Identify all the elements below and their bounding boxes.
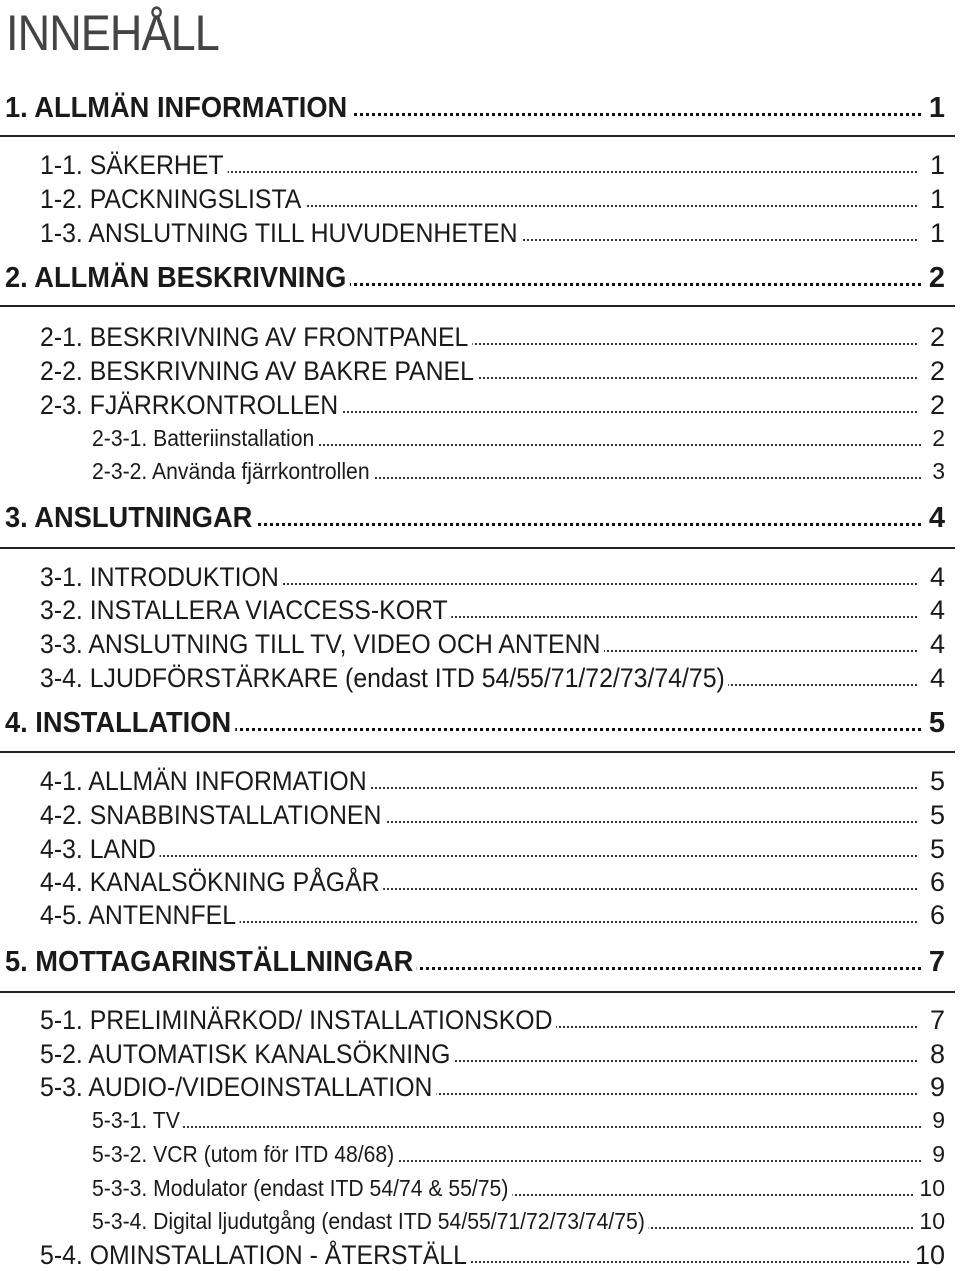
toc-page-number: 6 xyxy=(926,899,945,931)
toc-section[interactable] xyxy=(0,389,960,421)
toc-page-number: 7 xyxy=(925,946,945,978)
toc-section[interactable] xyxy=(0,799,960,831)
toc-chapter[interactable] xyxy=(0,92,960,124)
toc-section[interactable] xyxy=(0,355,960,387)
toc-section[interactable] xyxy=(0,899,960,931)
toc-entry-label: 5-3-2. VCR (utom för ITD 48/68) xyxy=(92,1138,398,1170)
toc-chapter[interactable] xyxy=(0,707,960,739)
toc-entry-label: 4-1. ALLMÄN INFORMATION xyxy=(40,765,370,797)
toc-page-number: 5 xyxy=(926,833,945,865)
toc-section[interactable] xyxy=(0,662,960,694)
toc-entry-label: 5-2. AUTOMATISK KANALSÖKNING xyxy=(40,1038,454,1070)
chapter-divider xyxy=(0,547,955,549)
toc-subsection[interactable] xyxy=(0,1205,960,1237)
toc-entry-label: 5-3. AUDIO-/VIDEOINSTALLATION xyxy=(40,1071,436,1103)
toc-page-number: 2 xyxy=(926,355,945,387)
toc-entry-label: 3-3. ANSLUTNING TILL TV, VIDEO OCH ANTENN xyxy=(40,628,604,660)
toc-leader-dots xyxy=(92,1126,921,1128)
toc-entry-label: 1. ALLMÄN INFORMATION xyxy=(5,92,351,124)
toc-page-number: 9 xyxy=(928,1104,945,1136)
toc-page-number: 10 xyxy=(915,1205,945,1237)
toc-entry-label: 1-3. ANSLUTNING TILL HUVUDENHETEN xyxy=(40,217,521,249)
toc-page-number: 9 xyxy=(926,1071,945,1103)
toc-page-number: 10 xyxy=(911,1239,945,1271)
toc-section[interactable] xyxy=(0,1239,960,1271)
toc-section[interactable] xyxy=(0,594,960,626)
toc-entry-label: 4-5. ANTENNFEL xyxy=(40,899,240,931)
toc-page-number: 6 xyxy=(926,866,945,898)
toc-section[interactable] xyxy=(0,765,960,797)
toc-section[interactable] xyxy=(0,833,960,865)
toc-page-number: 9 xyxy=(928,1138,945,1170)
toc-page-number: 4 xyxy=(925,502,945,534)
toc-page-number: 1 xyxy=(926,149,945,181)
toc-section[interactable] xyxy=(0,1038,960,1070)
toc-subsection[interactable] xyxy=(0,422,960,454)
toc-page-number: 10 xyxy=(915,1172,945,1204)
toc-section[interactable] xyxy=(0,183,960,215)
toc-entry-label: 4-2. SNABBINSTALLATIONEN xyxy=(40,799,385,831)
toc-entry-label: 5-4. OMINSTALLATION - ÅTERSTÄLL xyxy=(40,1239,471,1271)
toc-page-number: 5 xyxy=(925,707,945,739)
toc-entry-label: 4. INSTALLATION xyxy=(5,707,235,739)
toc-page-number: 5 xyxy=(926,799,945,831)
toc-page-number: 1 xyxy=(925,92,945,124)
toc-page-number: 4 xyxy=(926,628,945,660)
toc-entry-label: 2-3-1. Batteriinstallation xyxy=(92,422,318,454)
toc-page-number: 8 xyxy=(926,1038,945,1070)
toc-page-number: 2 xyxy=(925,262,945,294)
toc-page-number: 2 xyxy=(928,422,945,454)
toc-page-number: 4 xyxy=(926,594,945,626)
toc-subsection[interactable] xyxy=(0,1172,960,1204)
toc-subsection[interactable] xyxy=(0,455,960,487)
toc-section[interactable] xyxy=(0,1071,960,1103)
toc-chapter[interactable] xyxy=(0,502,960,534)
toc-page-number: 1 xyxy=(926,183,945,215)
toc-section[interactable] xyxy=(0,321,960,353)
toc-entry-label: 2-2. BESKRIVNING AV BAKRE PANEL xyxy=(40,355,478,387)
toc-entry-label: 3-2. INSTALLERA VIACCESS-KORT xyxy=(40,594,451,626)
toc-entry-label: 4-3. LAND xyxy=(40,833,160,865)
toc-page-number: 5 xyxy=(926,765,945,797)
page-title: INNEHÅLL xyxy=(6,5,219,61)
toc-page-number: 7 xyxy=(926,1004,945,1036)
toc-page-number: 2 xyxy=(926,389,945,421)
toc-section[interactable] xyxy=(0,217,960,249)
toc-entry-label: 2-3-2. Använda fjärrkontrollen xyxy=(92,455,373,487)
toc-entry-label: 5. MOTTAGARINSTÄLLNINGAR xyxy=(5,946,417,978)
toc-page-number: 2 xyxy=(926,321,945,353)
toc-section[interactable] xyxy=(0,1004,960,1036)
chapter-divider xyxy=(0,991,955,993)
toc-entry-label: 5-3-4. Digital ljudutgång (endast ITD 54/55/71/72/73/74/75) xyxy=(92,1205,649,1237)
toc-entry-label: 5-3-3. Modulator (endast ITD 54/74 & 55/75) xyxy=(92,1172,512,1204)
toc-entry-label: 3-1. INTRODUKTION xyxy=(40,561,282,593)
toc-section[interactable] xyxy=(0,561,960,593)
toc-entry-label: 2-3. FJÄRRKONTROLLEN xyxy=(40,389,342,421)
toc-entry-label: 5-1. PRELIMINÄRKOD/ INSTALLATIONSKOD xyxy=(40,1004,556,1036)
toc-chapter[interactable] xyxy=(0,946,960,978)
toc-chapter[interactable] xyxy=(0,262,960,294)
toc-entry-label: 1-1. SÄKERHET xyxy=(40,149,227,181)
toc-subsection[interactable] xyxy=(0,1138,960,1170)
toc-section[interactable] xyxy=(0,149,960,181)
chapter-divider xyxy=(0,135,955,137)
toc-page-number: 4 xyxy=(926,662,945,694)
toc-section[interactable] xyxy=(0,628,960,660)
toc-entry-label: 3. ANSLUTNINGAR xyxy=(5,502,256,534)
toc-page-number: 1 xyxy=(926,217,945,249)
chapter-divider xyxy=(0,305,955,307)
toc-entry-label: 5-3-1. TV xyxy=(92,1104,183,1136)
toc-page-number: 4 xyxy=(926,561,945,593)
toc-entry-label: 3-4. LJUDFÖRSTÄRKARE (endast ITD 54/55/71/72/73/74/75) xyxy=(40,662,728,694)
toc-entry-label: 4-4. KANALSÖKNING PÅGÅR xyxy=(40,866,383,898)
toc-leader-dots xyxy=(40,855,917,857)
toc-section[interactable] xyxy=(0,866,960,898)
toc-entry-label: 2. ALLMÄN BESKRIVNING xyxy=(5,262,350,294)
toc-subsection[interactable] xyxy=(0,1104,960,1136)
chapter-divider xyxy=(0,751,955,753)
toc-entry-label: 1-2. PACKNINGSLISTA xyxy=(40,183,305,215)
toc-page-number: 3 xyxy=(928,455,945,487)
toc-entry-label: 2-1. BESKRIVNING AV FRONTPANEL xyxy=(40,321,472,353)
